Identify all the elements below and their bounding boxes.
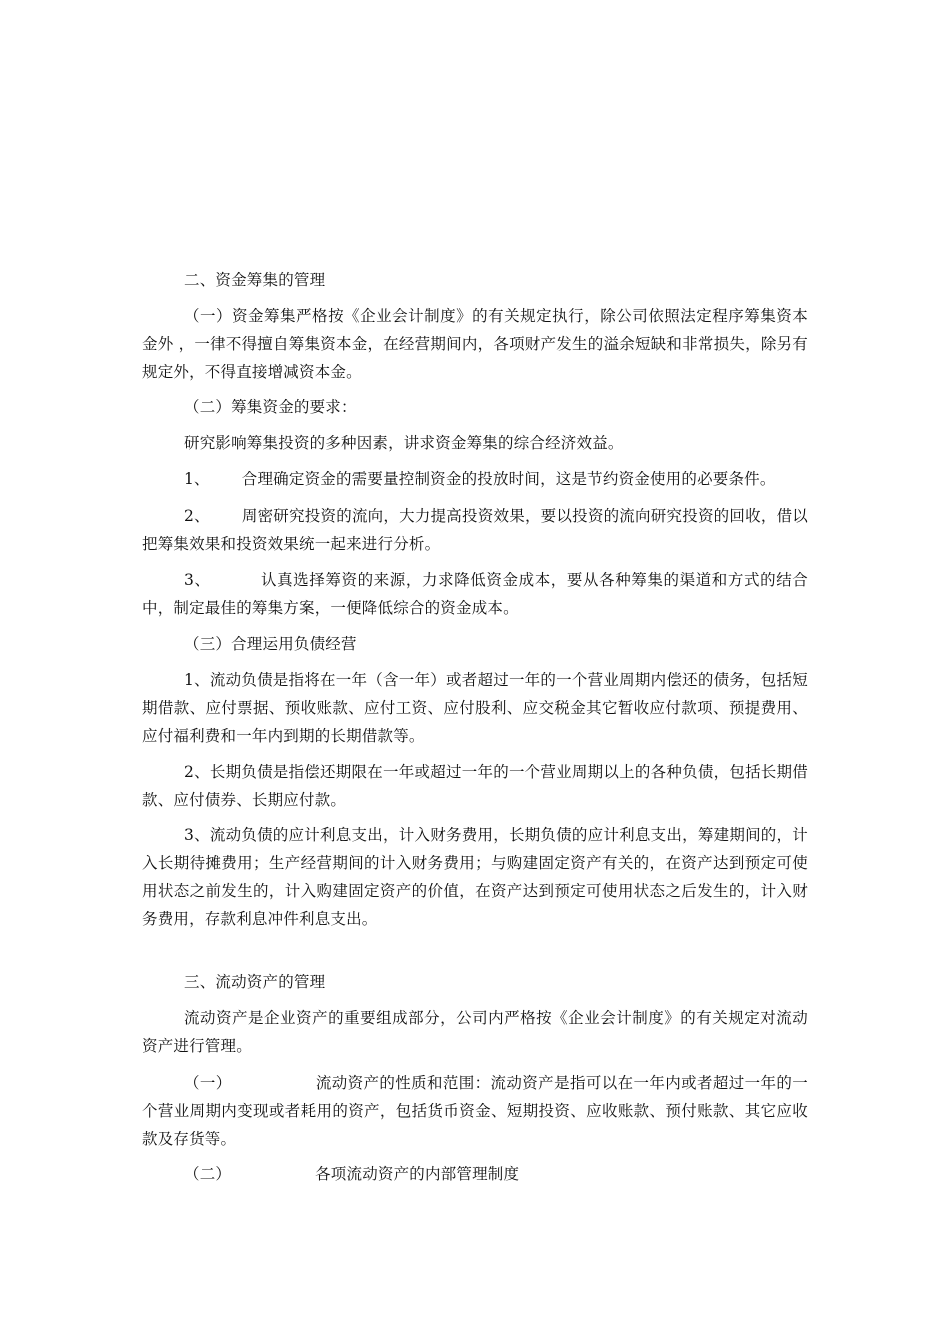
section3-item1-number: （一） — [184, 1074, 232, 1092]
debt-paragraph-1: 1、流动负债是指将在一年（含一年）或者超过一年的一个营业周期内偿还的债务，包括短期借款、应付票据、预收账款、应付工资、应付股利、应交税金其它暂收应付款项、预提费用、应付福利费和一年内到期的长期借款等。 — [142, 671, 808, 745]
point-3-number: 3、 — [184, 571, 211, 589]
point-2-number: 2、 — [184, 507, 210, 525]
section2-heading: 二、资金筹集的管理 — [184, 271, 326, 289]
section3-item2-text: 各项流动资产的内部管理制度 — [315, 1165, 520, 1183]
section3-item1-paragraph — [142, 1069, 808, 1153]
section3-item1-text: 流动资产的性质和范围：流动资产是指可以在一年内或者超过一年的一个营业周期内变现或者耗用的资产，包括货币资金、短期投资、应收账款、预付账款、其它应收款及存货等。 — [142, 1074, 809, 1148]
requirement-point-3 — [142, 566, 808, 622]
section2-item3-title: （三）合理运用负债经营 — [184, 635, 357, 653]
section3-item2-number: （二） — [184, 1165, 232, 1183]
section2-item1-paragraph: （一）资金筹集严格按《企业会计制度》的有关规定执行，除公司依照法定程序筹集资本金外 ，一律不得擅自筹集资本金，在经营期间内，各项财产发生的溢余短缺和非常损失，除另有规定外，不得直接增减资本金。 — [142, 307, 808, 381]
section3-heading: 三、流动资产的管理 — [184, 973, 326, 991]
point-1-number: 1、 — [184, 470, 210, 488]
debt-paragraph-2: 2、长期负债是指偿还期限在一年或超过一年的一个营业周期以上的各种负债，包括长期借款、应付债券、长期应付款。 — [142, 763, 808, 809]
section3-item2-paragraph — [142, 1160, 808, 1188]
point-1-text: 合理确定资金的需要量控制资金的投放时间，这是节约资金使用的必要条件。 — [241, 470, 776, 488]
requirement-point-2 — [142, 502, 808, 558]
point-3-text: 认真选择筹资的来源，力求降低资金成本，要从各种筹集的渠道和方式的结合中，制定最佳的筹集方案，一便降低综合的资金成本。 — [142, 571, 809, 617]
debt-paragraph-3: 3、流动负债的应计利息支出，计入财务费用，长期负债的应计利息支出，筹建期间的，计入长期待摊费用；生产经营期间的计入财务费用；与购建固定资产有关的，在资产达到预定可使用状态之前发生的，计入购建固定资产的价值，在资产达到预定可使用状态之后发生的，计入财务费用，存款利息冲件利息支出。 — [142, 826, 808, 928]
point-2-text: 周密研究投资的流向，大力提高投资效果，要以投资的流向研究投资的回收，借以把筹集效果和投资效果统一起来进行分析。 — [142, 507, 809, 553]
section2-item2-intro: 研究影响筹集投资的多种因素，讲求资金筹集的综合经济效益。 — [184, 434, 624, 452]
requirement-point-1 — [142, 465, 808, 493]
section2-item2-title: （二）筹集资金的要求： — [184, 398, 357, 416]
section3-intro: 流动资产是企业资产的重要组成部分，公司内严格按《企业会计制度》的有关规定对流动资产进行管理。 — [142, 1009, 808, 1055]
